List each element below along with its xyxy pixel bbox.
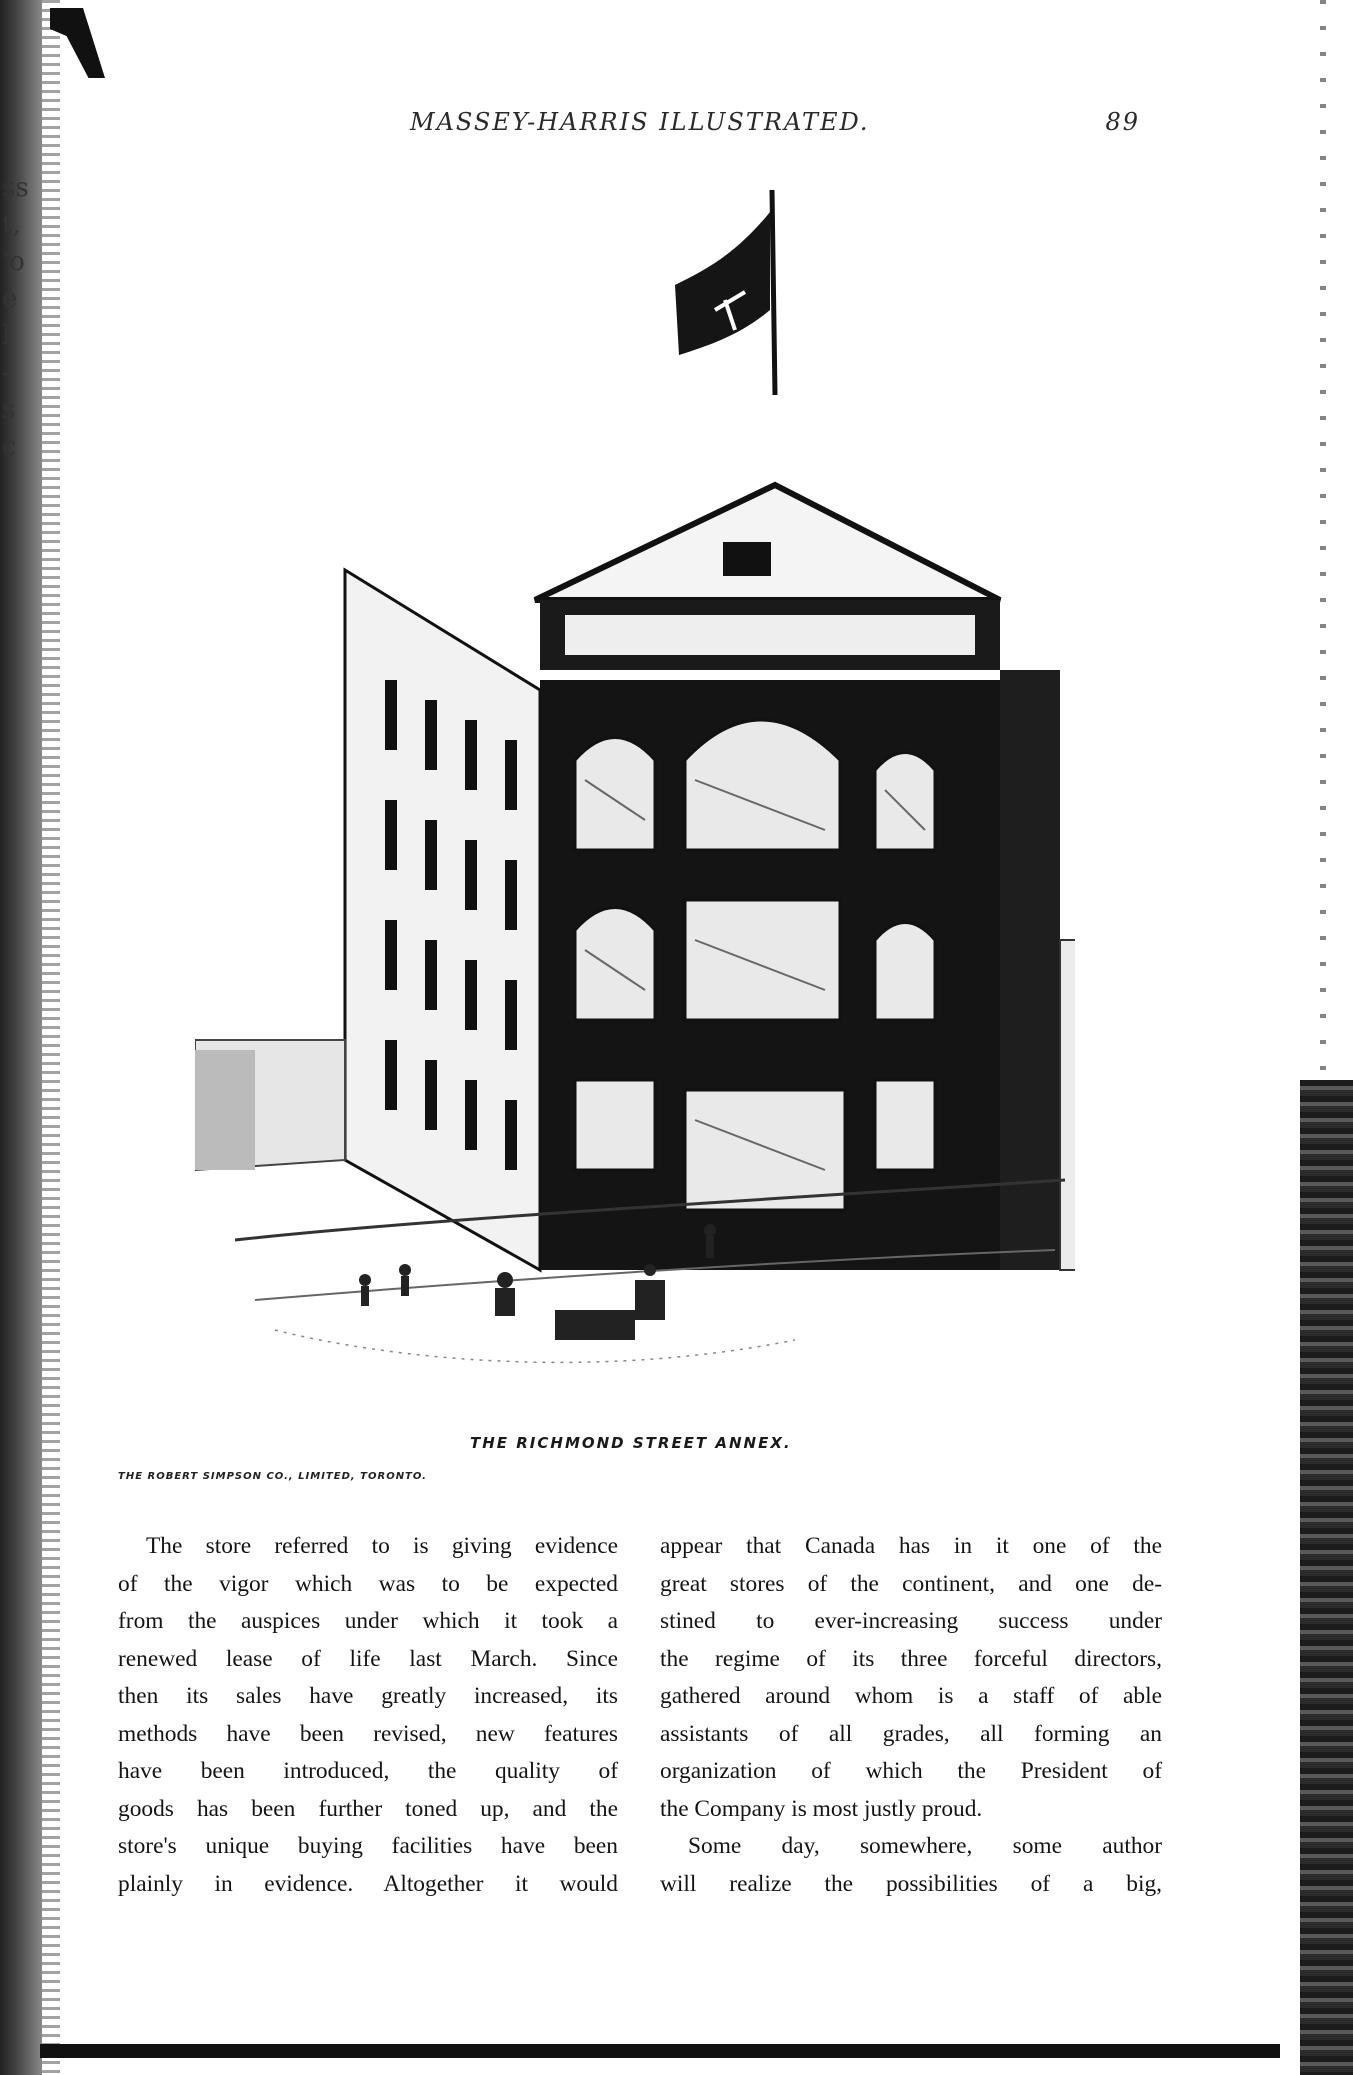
text-line: store's unique buying facilities have been [118, 1833, 618, 1859]
text-line: great stores of the continent, and one de- [660, 1570, 1162, 1597]
bleed-char: ss [2, 173, 29, 203]
page-bottom-rule [40, 2044, 1280, 2058]
scan-right-edge [1300, 1080, 1353, 2075]
bleed-char: e [2, 284, 18, 314]
bleed-char: c [2, 432, 17, 462]
text-line: the regime of its three forceful directors, [660, 1645, 1162, 1672]
text-line: have been introduced, the quality of [118, 1758, 618, 1784]
text-line: methods have been revised, new features [118, 1720, 618, 1747]
flag-and-pole [675, 190, 775, 395]
page-number: 89 [1105, 108, 1140, 136]
body-column-left [118, 1528, 618, 1903]
bleed-char: - [2, 358, 11, 388]
scan-edge-dots [1320, 0, 1326, 1080]
text-line: appear that Canada has in it one of the [660, 1533, 1162, 1559]
text-line: assistants of all grades, all forming an [660, 1720, 1162, 1747]
illustration-caption: THE RICHMOND STREET ANNEX. [470, 1434, 792, 1452]
building-illustration [195, 160, 1075, 1420]
running-head [410, 108, 1140, 140]
bleed-char: s [2, 395, 16, 425]
building-body [345, 485, 1060, 1270]
body-column-right [660, 1528, 1162, 1903]
text-line: renewed lease of life last March. Since [118, 1645, 618, 1672]
text-line: the Company is most justly proud. [660, 1795, 983, 1822]
text-line: goods has been further toned up, and the [118, 1795, 618, 1822]
text-line: from the auspices under which it took a [118, 1608, 618, 1634]
text-line: plainly in evidence. Altogether it would [118, 1870, 618, 1897]
illustration-credit: THE ROBERT SIMPSON CO., LIMITED, TORONTO. [118, 1471, 427, 1482]
text-line: organization of which the President of [660, 1758, 1162, 1784]
bleed-char: 'o [2, 247, 25, 277]
text-line: Some day, somewhere, some author [688, 1833, 1162, 1859]
bleed-char: l [2, 321, 11, 351]
bleed-char: t, [2, 210, 21, 240]
running-head-title: MASSEY-HARRIS ILLUSTRATED. [410, 108, 870, 136]
text-line: will realize the possibilities of a big, [660, 1870, 1162, 1897]
margin-bleed-text [2, 170, 30, 466]
text-line: then its sales have greatly increased, its [118, 1683, 618, 1709]
text-line: gathered around whom is a staff of able [660, 1683, 1162, 1709]
text-line: of the vigor which was to be expected [118, 1570, 618, 1597]
text-line: stined to ever-increasing success under [660, 1608, 1162, 1634]
text-line: The store referred to is giving evidence [146, 1533, 618, 1559]
